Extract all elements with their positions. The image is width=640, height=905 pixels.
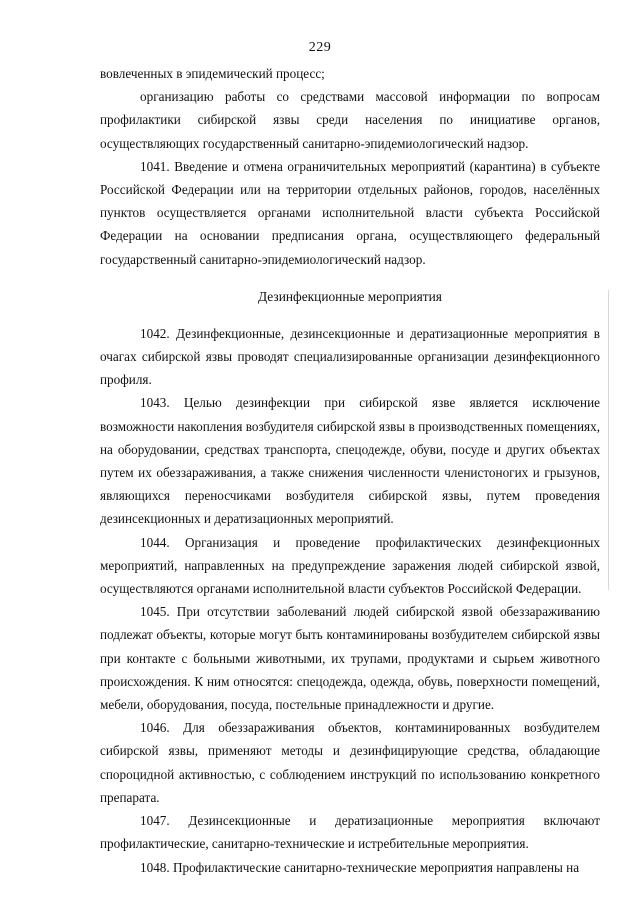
paragraph-1047: 1047. Дезинсекционные и дератизационные мероприятия включают профилактические, санитарно-технические и истребительные мероприятия. <box>100 813 600 852</box>
paragraph-1042: 1042. Дезинфекционные, дезинсекционные и дератизационные мероприятия в очагах сибирской язвы проводят специализированные организации дезинфекционного профиля. <box>100 325 600 388</box>
paragraph-1041: 1041. Введение и отмена ограничительных мероприятий (карантина) в субъекте Российской Федерации или на территории отдельных районов, городов, населённых пунктов осуществляется органами исполнительной власти субъекта Российской Федерации на основании предписания органа, осуществляющего федеральный государственный санитарно-эпидемиологический надзор. <box>100 158 600 267</box>
paragraph-media-work: организацию работы со средствами массовой информации по вопросам профилактики сибирской язвы среди населения по инициативе органов, осуществляющих государственный санитарно-эпидемиологический надзор. <box>100 89 600 151</box>
paragraph-1045: 1045. При отсутствии заболеваний людей сибирской язвой обеззараживанию подлежат объекты, которые могут быть контаминированы возбудителем сибирской язвы при контакте с больными животными, их трупами, продуктами и сырьем животного происхождения. К ним относятся: спецодежда, одежда, обувь, поверхности помещений, мебели, оборудования, посуда, постельные принадлежности и другие. <box>100 604 600 713</box>
scan-edge-line <box>608 290 609 590</box>
paragraph-1043: 1043. Целью дезинфекции при сибирской язве является исключение возможности накопления возбудителя сибирской язвы в производственных помещениях, на оборудовании, средствах транспорта, спецодежде, обуви, посуде и других объектах путем их обеззараживания, а также снижения численности членистоногих и грызунов, являющихся переносчиками возбудителя сибирской язвы, путем проведения дезинсекционных и дератизационных мероприятий. <box>100 395 600 527</box>
paragraph-1048: 1048. Профилактические санитарно-технические мероприятия направлены на <box>140 859 580 875</box>
paragraph-1046: 1046. Для обеззараживания объектов, контаминированных возбудителем сибирской язвы, применяют методы и дезинфицирующие средства, обладающие спороцидной активностью, с соблюдением инструкций по использованию конкретного препарата. <box>100 720 600 805</box>
section-heading: Дезинфекционные мероприятия <box>258 288 442 304</box>
paragraph-1044: 1044. Организация и проведение профилактических дезинфекционных мероприятий, направленных на предупреждение заражения людей сибирской язвой, осуществляются органами исполнительной власти субъектов Российской Федерации. <box>100 534 600 597</box>
paragraph-continuation: вовлеченных в эпидемический процесс; <box>100 66 325 81</box>
page-number: 229 <box>308 40 332 55</box>
document-body <box>100 62 600 879</box>
